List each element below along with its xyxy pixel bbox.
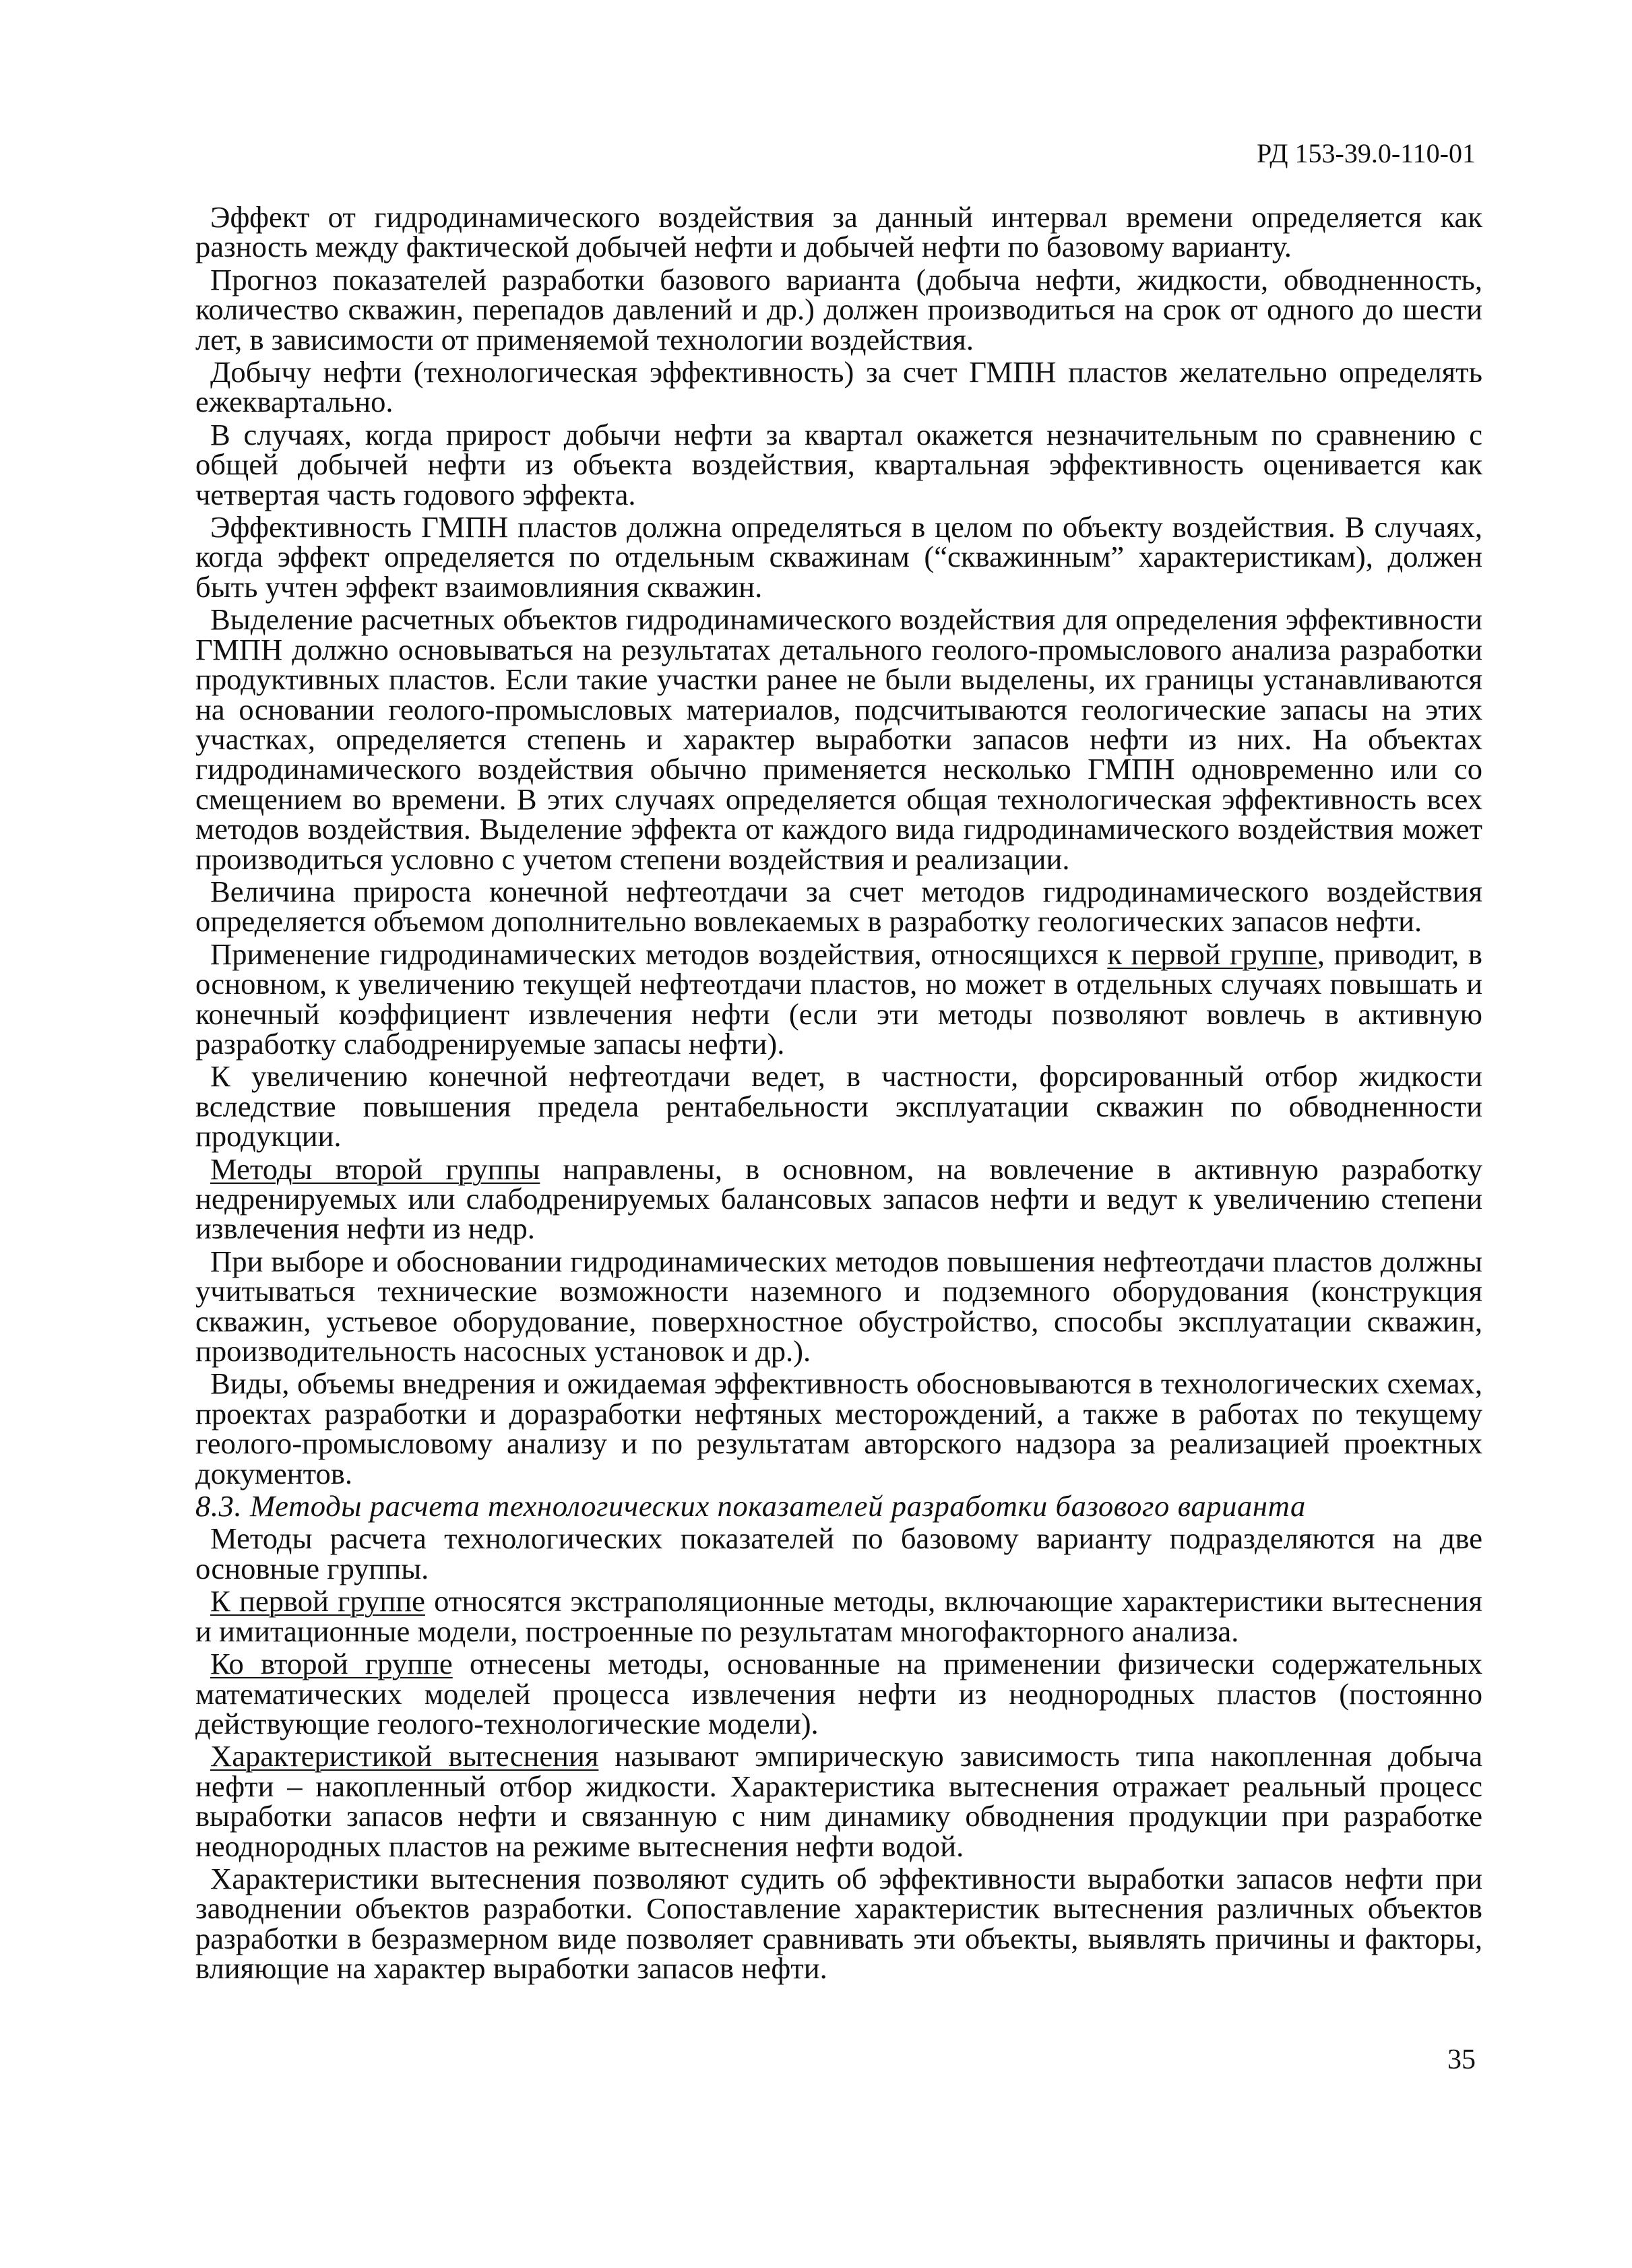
paragraph-text: Применение гидродинамических методов воздействия, относящихся xyxy=(210,937,1108,971)
underlined-term: К первой группе xyxy=(210,1584,425,1618)
paragraph-second-group-methods xyxy=(195,1154,1482,1244)
paragraph-effect-definition xyxy=(195,202,1482,262)
paragraph-quarterly-production xyxy=(195,357,1482,417)
underlined-term: Характеристикой вытеснения xyxy=(210,1739,599,1773)
paragraph-text: Характеристики вытеснения позволяют судить об эффективности выработки запасов нефти при заводнении объектов разработки. Сопоставление характеристик вытеснения различных объектов разработки в безразмерном виде позволяет сравнивать эти объекты, выявлять причины и факторы, влияющие на характер выработки запасов нефти. xyxy=(195,1861,1482,1986)
paragraph-text: Выделение расчетных объектов гидродинамического воздействия для определения эффективности ГМПН должно основываться на результатах детального геолого-промыслового анализа разработки продуктивных пластов. Если такие участки ранее не были выделены, их границы устанавливаются на основании геолого-промысловых материалов, подсчитываются геологические запасы на этих участках, определяется степень и характер выработки запасов нефти из них. На объектах гидродинамического воздействия обычно применяется несколько ГМПН одновременно или со смещением во времени. В этих случаях определяется общая технологическая эффективность всех методов воздействия. Выделение эффекта от каждого вида гидродинамического воздействия может производиться условно с учетом степени воздействия и реализации. xyxy=(195,602,1482,876)
paragraph-text: Величина прироста конечной нефтеотдачи за счет методов гидродинамического воздействия определяется объемом дополнительно вовлекаемых в разработку геологических запасов нефти. xyxy=(195,874,1482,939)
section-heading: 8.3. Методы расчета технологических показателей разработки базового варианта xyxy=(195,1489,1306,1523)
paragraph-forced-withdrawal xyxy=(195,1059,1482,1154)
paragraph-second-group-models xyxy=(195,1649,1482,1738)
document-code-header: РД 153-39.0-110-01 xyxy=(1257,138,1476,168)
paragraph-text: направлены, в основном, на вовлечение в активную разработку недренируемых или слабодренируемых балансовых запасов нефти и ведут к увеличению степени извлечения нефти из недр. xyxy=(195,1152,1482,1246)
paragraph-types-and-volumes xyxy=(195,1368,1482,1488)
paragraph-first-group-extrapolation xyxy=(195,1586,1482,1646)
underlined-term: Ко второй группе xyxy=(210,1647,453,1681)
paragraph-object-efficiency xyxy=(195,512,1482,602)
paragraph-text: При выборе и обосновании гидродинамических методов повышения нефтеотдачи пластов должны учитываться технические возможности наземного и подземного оборудования (конструкция скважин, устьевое оборудование, поверхностное обустройство, способы эксплуатации скважин, производительность насосных установок и др.). xyxy=(195,1244,1482,1368)
paragraph-text: относятся экстраполяционные методы, включающие характеристики вытеснения и имитационные модели, построенные по результатам многофакторного анализа. xyxy=(195,1584,1482,1648)
paragraph-text: Добычу нефти (технологическая эффективность) за счет ГМПН пластов желательно определять ежеквартально. xyxy=(195,355,1482,419)
paragraph-quarterly-efficiency xyxy=(195,417,1482,511)
paragraph-text: В случаях, когда прирост добычи нефти за квартал окажется незначительным по сравнению с общей добычей нефти из объекта воздействия, квартальная эффективность оценивается как четвертая часть годового эффекта. xyxy=(195,417,1482,511)
page-number: 35 xyxy=(1447,2044,1476,2075)
paragraph-calculation-groups xyxy=(195,1523,1482,1583)
paragraph-text: , приводит, в основном, к увеличению текущей нефтеотдачи пластов, но может в отдельных случаях повышать и конечный коэффициент извлечения нефти (если эти методы позволяют вовлечь в активную разработку слабодренируемые запасы нефти). xyxy=(195,937,1482,1061)
paragraph-text: К увеличению конечной нефтеотдачи ведет, в частности, форсированный отбор жидкости вследствие повышения предела рентабельности эксплуатации скважин по обводненности продукции. xyxy=(195,1059,1482,1154)
paragraph-calculation-objects xyxy=(195,604,1482,874)
paragraph-final-recovery-increase xyxy=(195,874,1482,939)
paragraph-text: Эффективность ГМПН пластов должна определяться в целом по объекту воздействия. В случаях, когда эффект определяется по отдельным скважинам (“скважинным” характеристикам), должен быть учтен эффект взаимовлияния скважин. xyxy=(195,510,1482,604)
paragraph-forecast-period xyxy=(195,262,1482,356)
paragraph-displacement-characteristic xyxy=(195,1741,1482,1861)
paragraph-text: отнесены методы, основанные на применении физически содержательных математических моделей процесса извлечения нефти из неоднородных пластов (постоянно действующие геолого-технологические модели). xyxy=(195,1647,1482,1740)
paragraph-text: Методы расчета технологических показателей по базовому варианту подразделяются на две основные группы. xyxy=(195,1521,1482,1585)
paragraph-displacement-usage xyxy=(195,1861,1482,1986)
paragraph-technical-capabilities xyxy=(195,1244,1482,1368)
paragraph-text: называют эмпирическую зависимость типа накопленная добыча нефти – накопленный отбор жидкости. Характеристика вытеснения отражает реальный процесс выработки запасов нефти и связанную с ним динамику обводнения продукции при разработке неоднородных пластов на режиме вытеснения нефти водой. xyxy=(195,1739,1483,1863)
underlined-term: к первой группе xyxy=(1107,937,1317,971)
paragraph-text: Эффект от гидродинамического воздействия за данный интервал времени определяется как разность между фактической добычей нефти и добычей нефти по базовому варианту. xyxy=(195,200,1482,264)
paragraph-text: Прогноз показателей разработки базового варианта (добыча нефти, жидкости, обводненность, количество скважин, перепадов давлений и др.) должен производиться на срок от одного до шести лет, в зависимости от применяемой технологии воздействия. xyxy=(195,262,1482,356)
underlined-term: Методы второй группы xyxy=(210,1152,540,1186)
paragraph-first-group-methods xyxy=(195,939,1482,1059)
document-body xyxy=(195,202,1482,1984)
paragraph-text: Виды, объемы внедрения и ожидаемая эффективность обосновываются в технологических схемах, проектах разработки и доразработки нефтяных месторождений, а также в работах по текущему геолого-промысловому анализу и по результатам авторского надзора за реализацией проектных документов. xyxy=(195,1366,1482,1490)
